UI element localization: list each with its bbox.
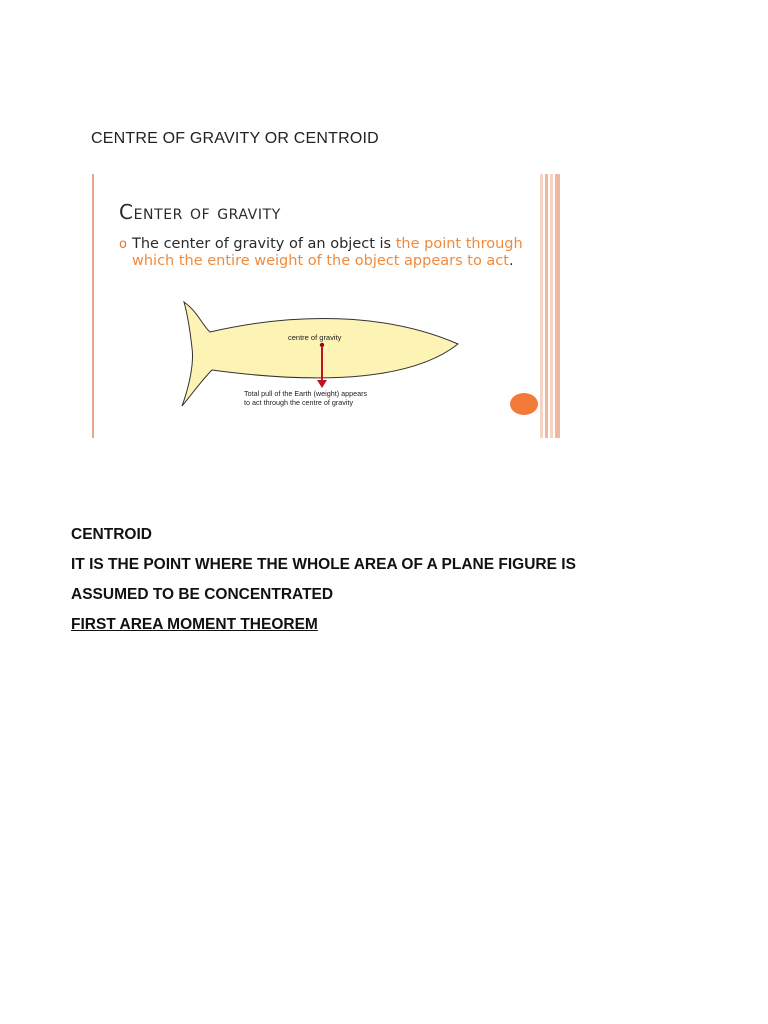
bullet-marker-icon: o	[119, 237, 127, 252]
centre-of-gravity-label: centre of gravity	[288, 333, 342, 342]
slide-bullet-text	[132, 236, 532, 270]
slide-left-border	[92, 174, 94, 438]
slide-title: Center of gravity	[119, 200, 281, 224]
slide-orange-dot	[510, 393, 538, 415]
fish-figure	[180, 300, 470, 410]
centroid-definition-line1: IT IS THE POINT WHERE THE WHOLE AREA OF A PLANE FIGURE IS	[71, 556, 576, 573]
document-heading: CENTRE OF GRAVITY OR CENTROID	[91, 130, 379, 147]
centroid-definition-line2: ASSUMED TO BE CONCENTRATED	[71, 586, 334, 603]
bullet-text-part1: The center of gravity of an object is	[132, 236, 396, 252]
bullet-text-end: .	[508, 253, 514, 269]
weight-label-line1: Total pull of the Earth (weight) appears	[244, 389, 368, 398]
weight-arrow-head	[317, 380, 327, 388]
slide-right-stripes	[540, 174, 560, 438]
centroid-heading: CENTROID	[71, 526, 152, 543]
first-area-moment-theorem-heading: FIRST AREA MOMENT THEOREM	[71, 616, 318, 633]
slide-image	[92, 174, 560, 438]
weight-label-line2: to act through the centre of gravity	[244, 398, 354, 407]
bullet-text-highlight: the point through which the entire weight of the object appears to act	[132, 236, 523, 269]
